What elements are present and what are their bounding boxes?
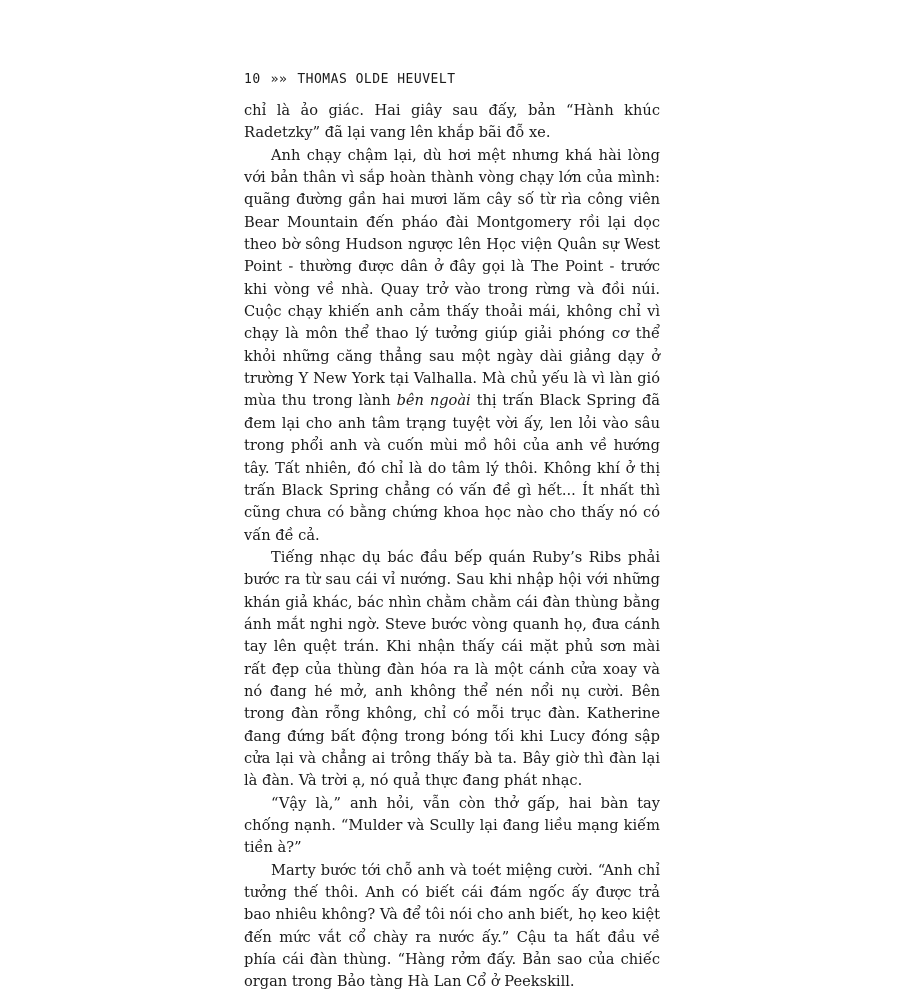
paragraph-4 (244, 793, 660, 860)
paragraph-text: thị trấn Black Spring đã đem lại cho anh tâm trạng tuyệt vời ấy, len lỏi vào sâu trong phổi anh và cuốn mùi mồ hôi của anh về hướng tây. Tất nhiên, đó chỉ là do tâm lý thôi. Không khí ở thị trấn Black Spring chẳng có vấn đề gì hết... Ít nhất thì cũng chưa có bằng chứng khoa học nào cho thấy nó có vấn đề cả. (244, 392, 660, 544)
running-header (244, 72, 466, 87)
paragraph-text: Anh chạy chậm lại, dù hơi mệt nhưng khá hài lòng với bản thân vì sắp hoàn thành vòng chạy lớn của mình: quãng đường gần hai mươi lăm cây số từ rìa công viên Bear Mountain đến pháo đài Montgomery rồi lại dọc theo bờ sông Hudson ngược lên Học viện Quân sự West Point - thường được dân ở đây gọi là The Point - trước khi vòng về nhà. Quay trở vào trong rừng và đồi núi. Cuộc chạy khiến anh cảm thấy thoải mái, không chỉ vì chạy là môn thể thao lý tưởng giúp giải phóng cơ thể khỏi những căng thẳng sau một ngày dài giảng dạy ở trường Y New York tại Valhalla. Mà chủ yếu là vì làn gió mùa thu trong lành (244, 146, 660, 410)
paragraph-text: “Vậy là,” anh hỏi, vẫn còn thở gấp, hai bàn tay chống nạnh. “Mulder và Scully lại đang liều mạng kiếm tiền à?” (244, 794, 660, 857)
paragraph-1 (244, 100, 660, 145)
author-name: THOMAS OLDE HEUVELT (297, 72, 456, 87)
paragraph-text: Marty bước tới chỗ anh và toét miệng cười. “Anh chỉ tưởng thế thôi. Anh có biết cái đám ngốc ấy được trả bao nhiêu không? Và để tôi nói cho anh biết, họ keo kiệt đến mức vắt cổ chày ra nước ấy.” Cậu ta hất đầu về phía cái đàn thùng. “Hàng rởm đấy. Bản sao của chiếc organ trong Bảo tàng Hà Lan Cổ ở Peekskill. (244, 861, 660, 991)
paragraph-3 (244, 547, 660, 793)
page-number: 10 (244, 72, 261, 87)
header-separator: »» (270, 72, 288, 87)
paragraph-2 (244, 145, 660, 547)
paragraph-text: Tiếng nhạc dụ bác đầu bếp quán Ruby’s Ribs phải bước ra từ sau cái vỉ nướng. Sau khi nhập hội với những khán giả khác, bác nhìn chằm chằm cái đàn thùng bằng ánh mắt nghi ngờ. Steve bước vòng quanh họ, đưa cánh tay lên quệt trán. Khi nhận thấy cái mặt phủ sơn mài rất đẹp của thùng đàn hóa ra là một cánh cửa xoay và nó đang hé mở, anh không thể nén nổi nụ cười. Bên trong đàn rỗng không, chỉ có mỗi trục đàn. Katherine đang đứng bất động trong bóng tối khi Lucy đóng sập cửa lại và chẳng ai trông thấy bà ta. Bây giờ thì đàn lại là đàn. Và trời ạ, nó quả thực đang phát nhạc. (244, 548, 660, 790)
italic-emphasis: bên ngoài (396, 392, 471, 410)
body-text (244, 100, 660, 994)
paragraph-text: chỉ là ảo giác. Hai giây sau đấy, bản “Hành khúc Radetzky” đã lại vang lên khắp bãi đỗ xe. (244, 102, 660, 142)
paragraph-5 (244, 860, 660, 994)
